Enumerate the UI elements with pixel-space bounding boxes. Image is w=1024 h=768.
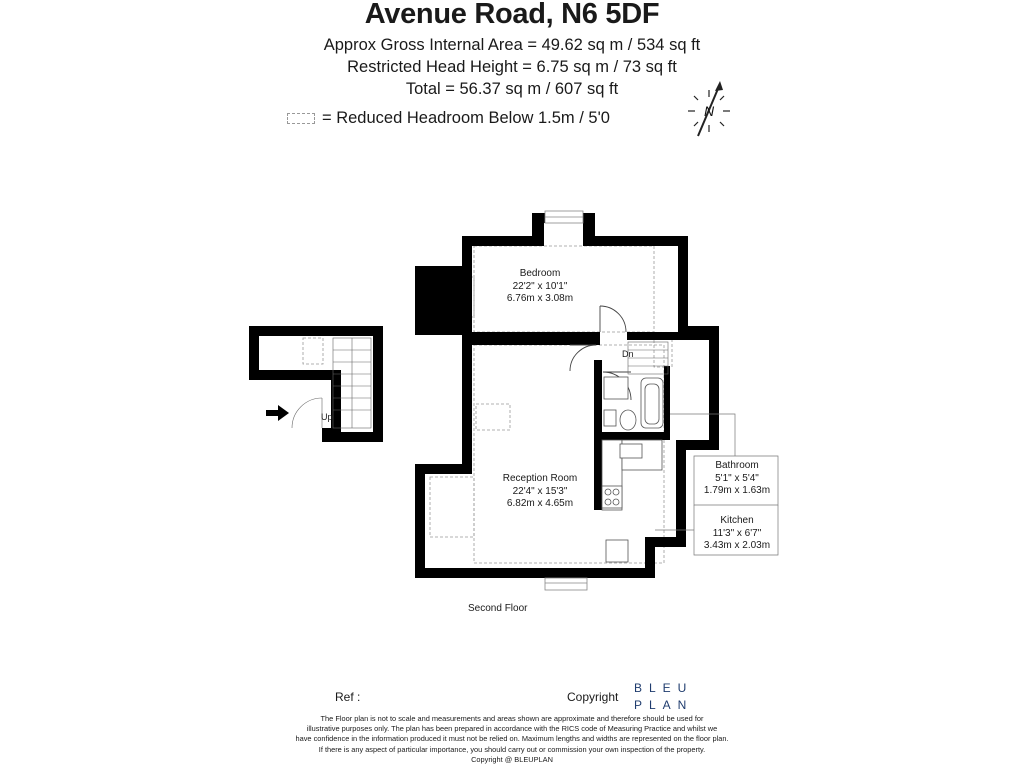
copyright-label: Copyright <box>567 690 619 704</box>
plan-title: Avenue Road, N6 5DF <box>364 0 660 30</box>
bathroom-label <box>696 460 778 498</box>
bedroom-name: Bedroom <box>519 268 561 279</box>
kitchen-name: Kitchen <box>720 515 754 526</box>
reduced-headroom-legend: = Reduced Headroom Below 1.5m / 5'0 <box>322 109 610 127</box>
entrance-arrow-icon <box>266 405 289 421</box>
disclaimer <box>262 714 762 765</box>
disclaimer-line: illustrative purposes only. The plan has been prepared in accordance with the RICS code of Measuring Practice and whilst we <box>306 724 718 734</box>
compass-label: N <box>703 103 715 119</box>
interior-wall-bath-side <box>664 366 670 440</box>
logo-line-1: BLEU <box>634 681 694 695</box>
reception-name: Reception Room <box>502 473 578 484</box>
stair-down-label: Dn <box>622 349 634 359</box>
kitchen-imperial: 11'3" x 6'7" <box>712 527 762 539</box>
disclaimer-line: have confidence in the information produced it must not be relied on. Maximum lengths and widths are represented on the floor plan. <box>295 734 729 744</box>
kitchen-metric: 3.43m x 2.03m <box>703 540 771 551</box>
stair-landing <box>628 342 668 374</box>
bathroom-fixtures <box>604 377 663 430</box>
interior-wall-landing <box>627 332 709 340</box>
bathroom-metric: 1.79m x 1.63m <box>703 485 771 496</box>
bleuplan-logo <box>634 680 694 714</box>
stair-up-label: Up <box>321 412 333 422</box>
interior-wall-bedroom <box>472 332 600 345</box>
disclaimer-copyright: Copyright @ BLEUPLAN <box>471 754 553 764</box>
bedroom-label <box>490 268 590 306</box>
reception-metric: 6.82m x 4.65m <box>506 498 574 509</box>
restricted-area-text: Restricted Head Height = 6.75 sq m / 73 sq ft <box>347 58 677 76</box>
bedroom-imperial: 22'2" x 10'1" <box>512 280 568 292</box>
disclaimer-line: If there is any aspect of particular importance, you should carry out or commission your own inspection of the property. <box>318 744 706 754</box>
floor-label: Second Floor <box>468 603 528 614</box>
total-area-text: Total = 56.37 sq m / 607 sq ft <box>405 80 619 98</box>
logo-line-2: PLAN <box>634 698 694 712</box>
reception-imperial: 22'4" x 15'3" <box>512 485 568 497</box>
disclaimer-line: The Floor plan is not to scale and measurements and areas shown are approximate and therefore should be used for <box>320 714 704 723</box>
kitchen-label <box>696 515 778 553</box>
interior-wall-bathroom <box>594 432 669 440</box>
bedroom-metric: 6.76m x 3.08m <box>506 293 574 304</box>
stair-annex-wall <box>249 326 383 442</box>
bathroom-imperial: 5'1" x 5'4" <box>715 472 759 484</box>
gross-area-text: Approx Gross Internal Area = 49.62 sq m / 534 sq ft <box>323 36 701 54</box>
reception-label <box>490 473 590 511</box>
bathroom-name: Bathroom <box>715 460 759 471</box>
reduced-headroom-zones <box>303 246 672 563</box>
ref-label: Ref : <box>335 690 361 704</box>
